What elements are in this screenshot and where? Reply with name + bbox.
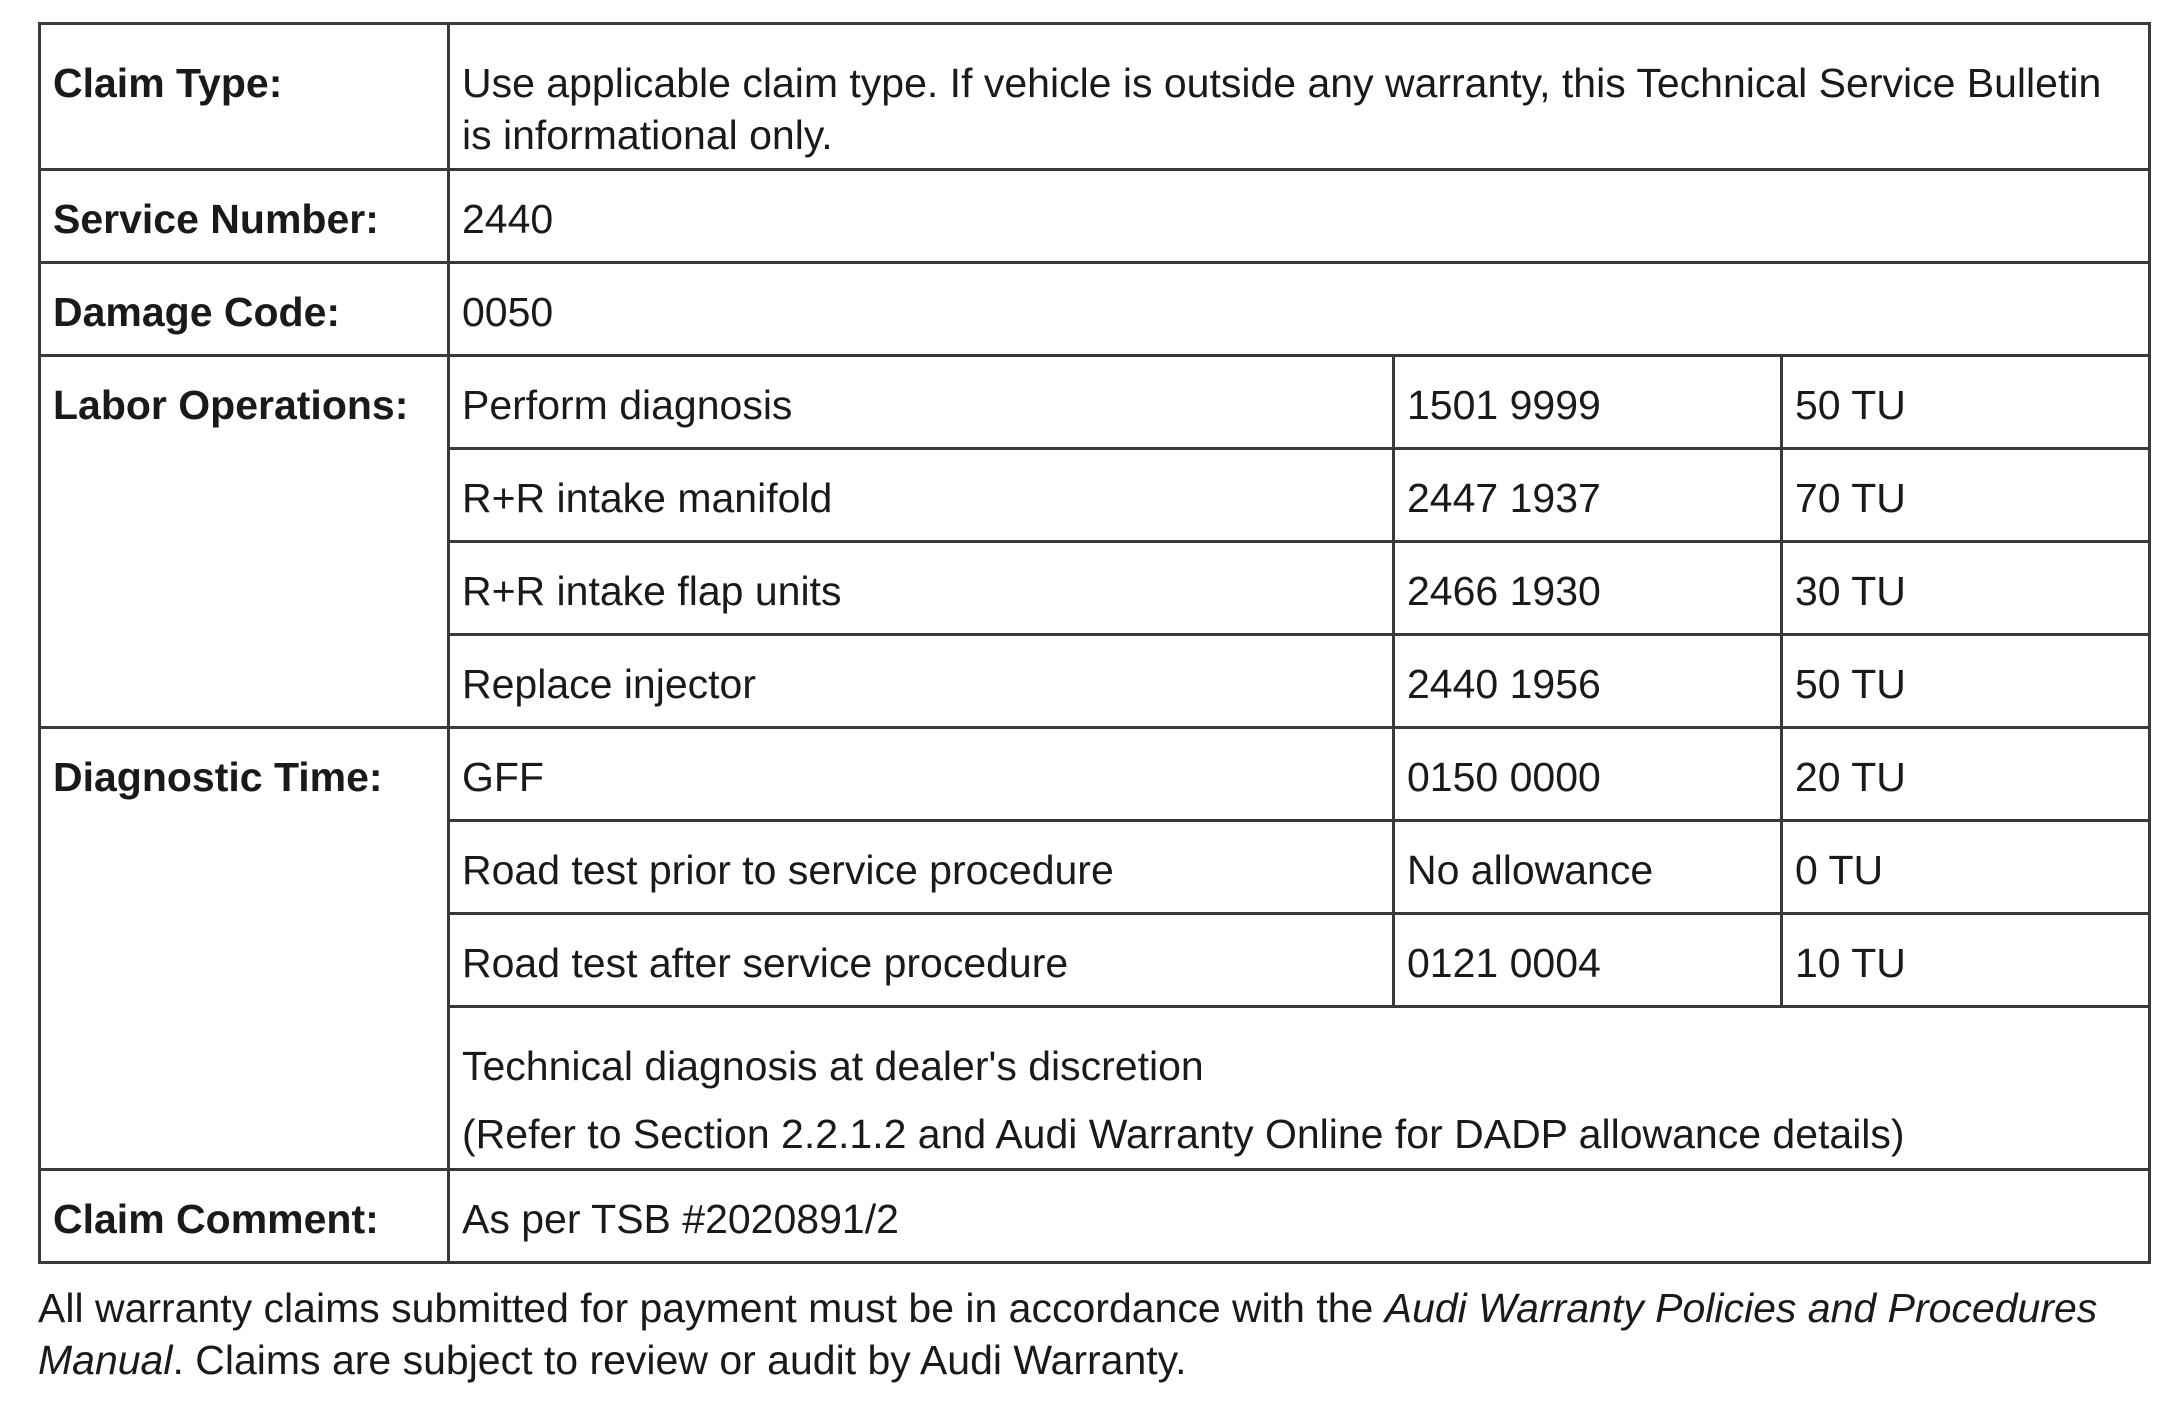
damage-code-label: Damage Code: bbox=[40, 263, 449, 356]
labor-operation-description: Perform diagnosis bbox=[449, 356, 1394, 449]
service-number-value: 2440 bbox=[449, 170, 2150, 263]
diagnostic-time-row bbox=[40, 728, 2150, 821]
labor-operation-description: R+R intake flap units bbox=[449, 542, 1394, 635]
labor-operation-row bbox=[40, 356, 2150, 449]
labor-operation-time: 70 TU bbox=[1782, 449, 2150, 542]
diagnostic-description: GFF bbox=[449, 728, 1394, 821]
claim-comment-label: Claim Comment: bbox=[40, 1170, 449, 1263]
diagnostic-time-value: 10 TU bbox=[1782, 914, 2150, 1007]
labor-operations-label: Labor Operations: bbox=[40, 356, 449, 728]
labor-operation-time: 30 TU bbox=[1782, 542, 2150, 635]
diagnostic-code: 0150 0000 bbox=[1394, 728, 1782, 821]
diagnostic-time-value: 0 TU bbox=[1782, 821, 2150, 914]
damage-code-row bbox=[40, 263, 2150, 356]
claim-type-row bbox=[40, 24, 2150, 170]
warranty-claim-sheet bbox=[38, 22, 2148, 1386]
service-number-row bbox=[40, 170, 2150, 263]
footnote-text-after: . Claims are subject to review or audit by Audi Warranty. bbox=[172, 1337, 1187, 1383]
labor-operation-code: 1501 9999 bbox=[1394, 356, 1782, 449]
claim-comment-value: As per TSB #2020891/2 bbox=[449, 1170, 2150, 1263]
labor-operation-code: 2447 1937 bbox=[1394, 449, 1782, 542]
claim-type-label: Claim Type: bbox=[40, 24, 449, 170]
warranty-claim-table bbox=[38, 22, 2151, 1264]
footnote-text-before: All warranty claims submitted for payment must be in accordance with the bbox=[38, 1285, 1385, 1331]
warranty-footnote bbox=[38, 1282, 2148, 1386]
diagnostic-description: Road test after service procedure bbox=[449, 914, 1394, 1007]
labor-operation-description: Replace injector bbox=[449, 635, 1394, 728]
labor-operation-description: R+R intake manifold bbox=[449, 449, 1394, 542]
diagnostic-time-value: 20 TU bbox=[1782, 728, 2150, 821]
service-number-label: Service Number: bbox=[40, 170, 449, 263]
warranty-manual-title: Audi Warranty Policies and Procedures Manual bbox=[38, 1285, 2098, 1383]
claim-type-value: Use applicable claim type. If vehicle is outside any warranty, this Technical Service Bulletin is informational only. bbox=[449, 24, 2150, 170]
diagnostic-description: Road test prior to service procedure bbox=[449, 821, 1394, 914]
technical-diagnosis-line: Technical diagnosis at dealer's discretion bbox=[462, 1043, 1204, 1089]
claim-comment-row bbox=[40, 1170, 2150, 1263]
diagnostic-code: 0121 0004 bbox=[1394, 914, 1782, 1007]
technical-diagnosis-note bbox=[449, 1007, 2150, 1170]
labor-operation-code: 2440 1956 bbox=[1394, 635, 1782, 728]
technical-diagnosis-reference: (Refer to Section 2.2.1.2 and Audi Warranty Online for DADP allowance details) bbox=[462, 1111, 1905, 1157]
diagnostic-code: No allowance bbox=[1394, 821, 1782, 914]
diagnostic-time-label: Diagnostic Time: bbox=[40, 728, 449, 1170]
damage-code-value: 0050 bbox=[449, 263, 2150, 356]
labor-operation-time: 50 TU bbox=[1782, 356, 2150, 449]
labor-operation-time: 50 TU bbox=[1782, 635, 2150, 728]
labor-operation-code: 2466 1930 bbox=[1394, 542, 1782, 635]
